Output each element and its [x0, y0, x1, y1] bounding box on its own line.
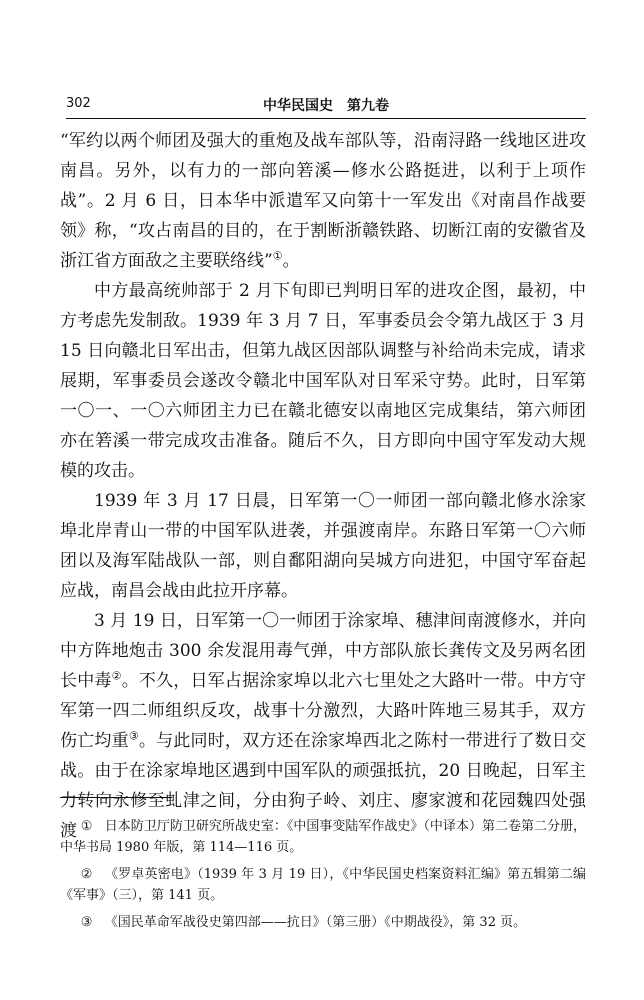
page-number: 302 — [66, 96, 91, 111]
page-header — [66, 92, 586, 118]
footnote-text: 日本防卫厅防卫研究所战史室：《中国事变陆军作战史》（中译本）第二卷第二分册，中华书局 1980 年版，第 114—116 页。 — [60, 819, 586, 855]
paragraph-3 — [60, 486, 586, 606]
footnote-mark: ② — [80, 867, 93, 882]
text-run: 。与此同时，双方还在涂家埠西北之陈村一带进行了数日交战。由于在涂家埠地区遇到中国军队的顽强抵抗，20 日晚起，日军主力转向永修至虬津之间，分由狗子岭、刘庄、廖家渡和花园魏四处强渡 — [60, 731, 587, 841]
paragraph-2 — [60, 276, 586, 486]
footnote-text: 《国民革命军战役史第四部——抗日》（第三册）《中期战役》，第 32 页。 — [104, 915, 527, 930]
footnote-ref-3[interactable]: ③ — [128, 729, 139, 743]
paragraph-1 — [60, 126, 586, 276]
footnotes — [60, 816, 586, 939]
text-run: 。 — [282, 251, 300, 271]
footnote-ref-2[interactable]: ② — [111, 669, 122, 683]
footnote-rule — [60, 797, 172, 798]
text-run: 1939 年 3 月 17 日晨，日军第一〇一师团一部向赣北修水涂家埠北岸青山一带的中国军队进袭，并强渡南岸。东路日军第一〇六师团以及海军陆战队一部，则自鄱阳湖向吴城方向进犯，中国守军奋起应战，南昌会战由此拉开序幕。 — [60, 491, 586, 601]
text-run: “军约以两个师团及强大的重炮及战车部队等，沿南浔路一线地区进攻南昌。另外，以有力的一部向箬溪—修水公路挺进，以利于上项作战”。2 月 6 日，日本华中派遣军又向第十一军发出《对南昌作战要领》称，“攻占南昌的目的，在于割断浙赣铁路、切断江南的安徽省及浙江省方面敌之主要联络线” — [60, 131, 586, 271]
body-text — [60, 126, 586, 846]
footnote-3 — [60, 912, 586, 933]
header-rule — [66, 118, 586, 119]
footnote-mark: ① — [80, 819, 93, 834]
paragraph-4 — [60, 606, 586, 846]
text-run: 3 月 19 日，日军第一〇一师团于涂家埠、穗津间南渡修水，并向中方阵地炮击 300 余发混用毒气弹，中方部队旅长龚传文及另两名团长中毒 — [60, 611, 586, 691]
footnote-1 — [60, 816, 586, 858]
footnote-text: 《罗卓英密电》（1939 年 3 月 19 日），《中华民国史档案资料汇编》第五辑第二编《军事》（三），第 141 页。 — [60, 867, 586, 903]
footnote-mark: ③ — [80, 915, 93, 930]
text-run: 。不久，日军占据涂家埠以北六七里处之大路叶一带。中方守军第一四二师组织反攻，战事十分激烈，大路叶阵地三易其手，双方伤亡均重 — [60, 671, 587, 751]
text-run: 中方最高统帅部于 2 月下旬即已判明日军的进攻企图，最初，中方考虑先发制敌。1939 年 3 月 7 日，军事委员会令第九战区于 3 月 15 日向赣北日军出击，但第九战区因部队调整与补给尚未完成，请求展期，军事委员会遂改令赣北中国军队对日军采守势。此时，日军第一〇一、一〇六师团主力已在赣北德安以南地区完成集结，第六师团亦在箬溪一带完成攻击准备。随后不久，日方即向中国守军发动大规模的攻击。 — [60, 281, 586, 481]
footnote-ref-1[interactable]: ① — [272, 249, 283, 263]
running-title: 中华民国史 第九卷 — [263, 98, 389, 114]
footnote-2 — [60, 864, 586, 906]
